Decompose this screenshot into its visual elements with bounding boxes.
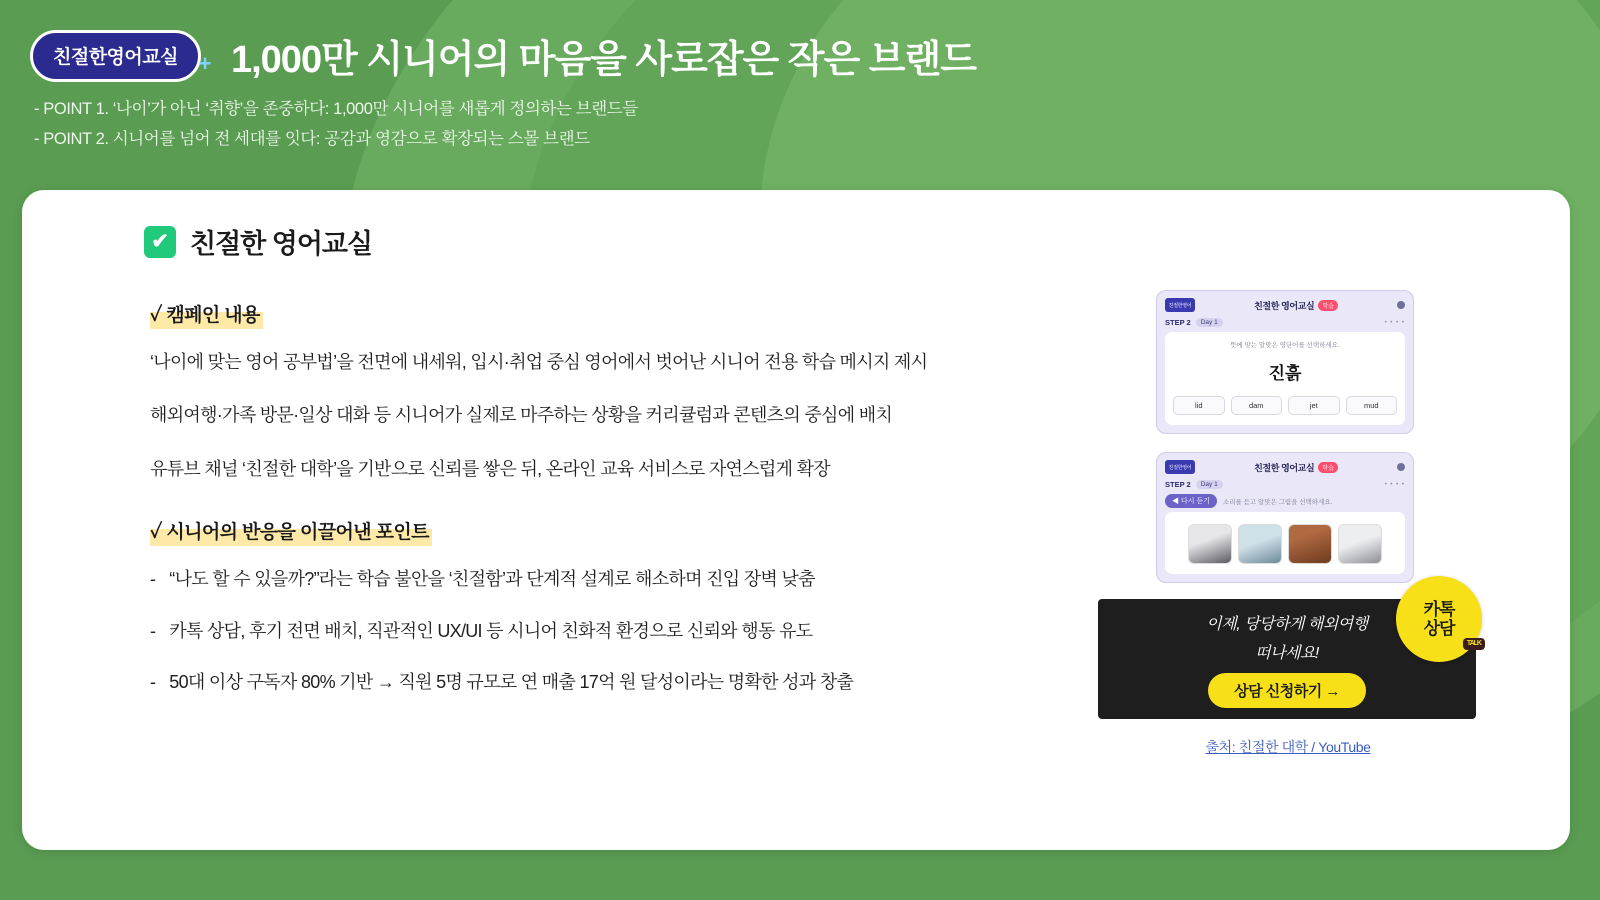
- quiz-image-option: [1338, 524, 1382, 564]
- points-block: [150, 517, 1110, 694]
- app-topbar: [1165, 298, 1405, 312]
- app-quiz-body: [1165, 332, 1405, 425]
- progress-dots-icon: • • • •: [1384, 319, 1405, 326]
- quiz-option: mud: [1346, 396, 1398, 415]
- app-steprow: [1165, 480, 1405, 489]
- app-quiz-body: [1165, 512, 1405, 574]
- quiz-word: 진흙: [1268, 364, 1302, 383]
- header-points: [34, 101, 1600, 147]
- brand-plus-icon: +: [198, 50, 211, 76]
- title-row: [30, 28, 1600, 83]
- quiz-option: jet: [1288, 396, 1340, 415]
- campaign-line: 유튜브 채널 ‘친절한 대학’을 기반으로 신뢰를 쌓은 뒤, 온라인 교육 서비스로 자연스럽게 확장: [150, 458, 830, 479]
- page-title: 1,000만 시니어의 마음을 사로잡은 작은 브랜드: [230, 39, 976, 81]
- kakao-line-1: 카톡: [1423, 599, 1455, 619]
- brand-pill: [30, 30, 211, 82]
- quiz-question: 뜻에 맞는 알맞은 영단어를 선택하세요.: [1230, 342, 1340, 349]
- quiz-image-options: [1173, 524, 1397, 564]
- quiz-image-option: [1238, 524, 1282, 564]
- banner-line-2: 떠나세요!: [1255, 644, 1319, 662]
- section-title: 친절한 영어교실: [190, 229, 373, 259]
- quiz-option: lid: [1173, 396, 1225, 415]
- consult-request-button[interactable]: 상담 신청하기 →: [1208, 673, 1366, 708]
- subheading-campaign: ✓ 캠페인 내용: [150, 300, 263, 329]
- bullet-text: 50대 이상 구독자 80% 기반 → 직원 5명 규모로 연 매출 17억 원 달성이라는 명확한 성과 창출: [169, 671, 854, 692]
- step-label: STEP 2: [1165, 480, 1191, 489]
- app-logo: 친절한영어: [1165, 298, 1195, 312]
- brand-pill-label: 친절한영어교실: [53, 46, 178, 68]
- replay-button: ◀ 다시 듣기: [1165, 494, 1217, 508]
- bullet-dash: -: [150, 569, 156, 590]
- quiz-question: 소리를 듣고 알맞은 그림을 선택하세요.: [1222, 498, 1333, 506]
- profile-icon: [1397, 301, 1405, 309]
- list-item: [150, 620, 1110, 643]
- campaign-line: 해외여행·가족 방문·일상 대화 등 시니어가 실제로 마주하는 상황을 커리큘럼과 콘텐츠의 중심에 배치: [150, 405, 893, 426]
- app-topbar: [1165, 460, 1405, 474]
- quiz-image-option: [1288, 524, 1332, 564]
- app-screenshot-2: [1156, 452, 1414, 583]
- kakao-consult-sticker: [1396, 576, 1482, 662]
- right-visuals: [1098, 290, 1481, 757]
- point-line: - POINT 1. ‘나이’가 아닌 ‘취향’을 존중하다: 1,000만 시니어를 새롭게 정의하는 브랜드들: [34, 100, 638, 118]
- section-heading: [144, 222, 372, 261]
- quiz-image-option: [1188, 524, 1232, 564]
- app-title: 친절한 영어교실: [1254, 300, 1315, 311]
- progress-dots-icon: • • • •: [1384, 481, 1405, 488]
- quiz-options: [1173, 396, 1397, 415]
- quiz-option: dam: [1231, 396, 1283, 415]
- bullet-dash: -: [150, 620, 156, 641]
- source-link[interactable]: 출처: 친절한 대학 / YouTube: [1205, 739, 1371, 755]
- bullet-dash: -: [150, 671, 156, 692]
- app-badge: 학습: [1318, 300, 1338, 311]
- banner-line-1: 이제, 당당하게 해외여행: [1206, 615, 1368, 633]
- kakao-line-2: 상담: [1423, 619, 1455, 638]
- app-screenshot-1: [1156, 290, 1414, 434]
- bullet-text: “나도 할 수 있을까?”라는 학습 불안을 ‘친절함’과 단계적 설계로 해소하며 진입 장벽 낮춤: [169, 569, 815, 590]
- content-card: [22, 190, 1570, 850]
- day-label: Day 1: [1196, 480, 1223, 489]
- app-steprow: [1165, 318, 1405, 327]
- app-title: 친절한 영어교실: [1254, 462, 1315, 473]
- app-logo: 친절한영어: [1165, 460, 1195, 474]
- list-item: [150, 568, 1110, 591]
- point-line: - POINT 2. 시니어를 넘어 전 세대를 잇다: 공감과 영감으로 확장되는 스몰 브랜드: [34, 129, 590, 148]
- campaign-line: ‘나이에 맞는 영어 공부법’을 전면에 내세워, 입시·취업 중심 영어에서 벗어난 시니어 전용 학습 메시지 제시: [150, 352, 928, 372]
- check-icon: ✔: [144, 226, 176, 258]
- list-item: [150, 671, 1110, 694]
- profile-icon: [1397, 463, 1405, 471]
- step-label: STEP 2: [1165, 318, 1191, 327]
- left-content: [150, 300, 1110, 722]
- bullet-text: 카톡 상담, 후기 전면 배치, 직관적인 UX/UI 등 시니어 친화적 환경으로 신뢰와 행동 유도: [169, 620, 813, 641]
- day-label: Day 1: [1196, 318, 1223, 327]
- app-badge: 학습: [1318, 462, 1338, 473]
- kakao-talk-badge: TALK: [1463, 638, 1485, 650]
- slide-header: [0, 0, 1600, 147]
- subheading-points: ✓ 시니어의 반응을 이끌어낸 포인트: [150, 517, 432, 546]
